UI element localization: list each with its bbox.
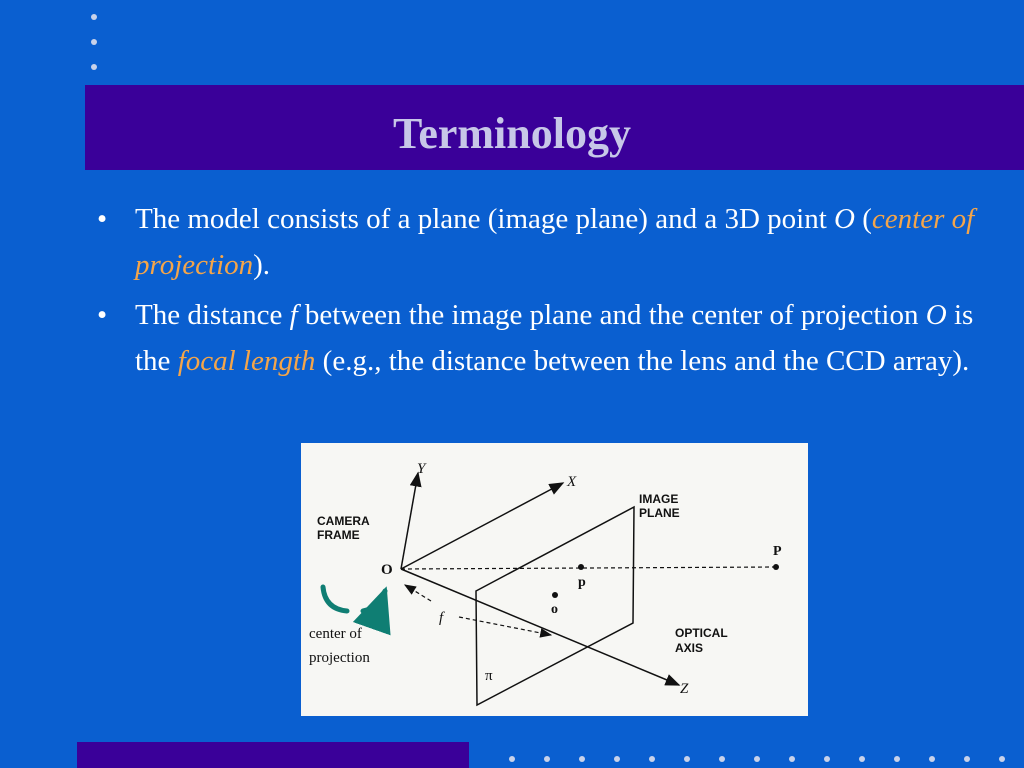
variable-f: f	[289, 299, 298, 331]
center-of-projection-caption: center of	[309, 626, 362, 642]
projection-ray	[401, 567, 776, 569]
decor-dot	[859, 756, 865, 762]
right-curved-arrow-icon	[363, 591, 385, 611]
point-o	[552, 592, 558, 598]
label-Y: Y	[417, 461, 426, 477]
decor-dot	[999, 756, 1005, 762]
x-axis	[401, 483, 563, 569]
label-P: P	[773, 544, 782, 559]
bullet-item	[97, 292, 977, 384]
bullet-text: (	[854, 203, 872, 235]
decor-dot	[684, 756, 690, 762]
bullet-text: is the	[135, 299, 974, 377]
decor-dot	[614, 756, 620, 762]
optical-axis-label: AXIS	[675, 641, 704, 655]
decor-dot	[91, 39, 97, 45]
label-Z: Z	[680, 681, 689, 697]
pinhole-diagram	[301, 443, 808, 716]
bullet-text: (e.g., the distance between the lens and the CCD array).	[315, 345, 970, 377]
bottom-bar	[77, 742, 469, 768]
camera-frame-label: FRAME	[317, 528, 360, 542]
decor-dot	[824, 756, 830, 762]
highlight-term: center of projection	[135, 203, 975, 281]
point-p	[578, 564, 584, 570]
label-pi: π	[485, 668, 493, 684]
variable-o: O	[834, 203, 855, 235]
decor-dot	[789, 756, 795, 762]
variable-o: O	[925, 299, 947, 331]
slide-title: Terminology	[393, 109, 631, 158]
pinhole-camera-figure	[301, 443, 808, 716]
left-curved-arrow-icon	[323, 587, 347, 611]
decor-dot	[754, 756, 760, 762]
label-p: p	[578, 575, 586, 590]
bullet-text: between the image plane and the center of projection	[297, 299, 926, 331]
decor-dot	[91, 64, 97, 70]
label-X: X	[567, 474, 577, 490]
decor-dot	[929, 756, 935, 762]
decor-dot	[544, 756, 550, 762]
center-of-projection-caption: projection	[309, 650, 370, 666]
optical-axis-line	[401, 569, 679, 685]
image-plane-label: PLANE	[639, 506, 680, 520]
decor-dot	[579, 756, 585, 762]
decor-dot	[964, 756, 970, 762]
bullet-text: The model consists of a plane (image plane) and a 3D point	[135, 203, 835, 235]
optical-axis-label: OPTICAL	[675, 626, 728, 640]
bullet-list	[97, 196, 977, 388]
bullet-item	[97, 196, 977, 288]
decor-dot	[509, 756, 515, 762]
image-plane-label: IMAGE	[639, 492, 679, 506]
y-axis	[401, 473, 418, 569]
decor-dot	[719, 756, 725, 762]
label-O: O	[381, 562, 393, 578]
decor-dot	[649, 756, 655, 762]
highlight-term: focal length	[177, 345, 316, 377]
bullet-text: The distance	[135, 299, 290, 331]
focal-length-arrow	[405, 585, 431, 601]
camera-frame-label: CAMERA	[317, 514, 370, 528]
bullet-text: ).	[253, 249, 271, 281]
label-f: f	[439, 610, 444, 626]
decor-dot	[894, 756, 900, 762]
point-P	[773, 564, 779, 570]
decor-dot	[91, 14, 97, 20]
label-o: o	[551, 602, 558, 617]
